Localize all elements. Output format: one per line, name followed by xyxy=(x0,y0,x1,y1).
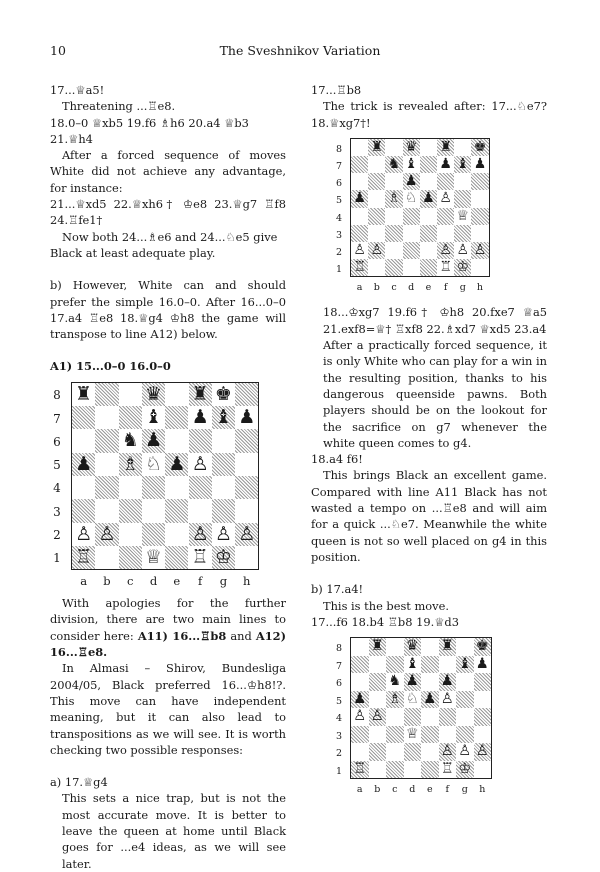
rank-label: 8 xyxy=(335,143,343,155)
text-paragraph: Threatening ...♖e8. xyxy=(62,99,176,114)
file-label: e xyxy=(173,574,181,589)
chess-piece: ♟ xyxy=(191,406,209,429)
chess-piece: ♘ xyxy=(404,190,418,207)
text-paragraph: 21...♕xd5 22.♕xh6† ♔e8 23.♕g7 ♖f8 24.♖fe1† xyxy=(50,197,286,228)
board-square xyxy=(421,761,439,779)
chess-piece: ♜ xyxy=(440,638,454,655)
file-label: g xyxy=(461,784,468,796)
board-square xyxy=(72,499,95,522)
chess-piece: ♕ xyxy=(456,207,470,224)
chess-piece: ♙ xyxy=(370,708,384,725)
board-square xyxy=(456,673,474,691)
chess-piece: ♟ xyxy=(353,690,367,707)
text-paragraph: 18.0–0 ♕xb5 19.f6 ♗h6 20.a4 ♕b3 21.♕h4 xyxy=(50,115,249,146)
board-square xyxy=(142,523,165,546)
rank-label: 3 xyxy=(53,504,61,519)
chess-piece: ♙ xyxy=(456,242,470,259)
chess-piece: ♞ xyxy=(121,429,139,452)
rank-label: 5 xyxy=(335,195,343,207)
board-square xyxy=(119,476,142,499)
chess-piece: ♔ xyxy=(458,760,472,777)
chess-piece: ♝ xyxy=(145,406,163,429)
board-square xyxy=(142,499,165,522)
board-square xyxy=(72,406,95,429)
chess-piece: ♙ xyxy=(458,743,472,760)
chess-piece: ♗ xyxy=(387,190,401,207)
board-square xyxy=(165,429,188,452)
board-square xyxy=(474,726,492,744)
file-label: c xyxy=(127,574,134,589)
rank-label: 7 xyxy=(335,160,343,172)
board-square xyxy=(454,225,471,242)
board-square xyxy=(142,476,165,499)
chess-piece: ♝ xyxy=(456,156,470,173)
rank-label: 6 xyxy=(335,178,343,190)
board-square xyxy=(369,691,387,709)
board-square xyxy=(385,242,402,259)
board-square xyxy=(212,499,235,522)
chess-piece: ♙ xyxy=(191,452,209,475)
board-square xyxy=(368,156,385,173)
board-square xyxy=(439,708,457,726)
chess-piece: ♖ xyxy=(353,259,366,276)
chess-piece: ♕ xyxy=(145,545,163,568)
board-square xyxy=(95,476,118,499)
file-label: b xyxy=(373,282,380,294)
board-square xyxy=(437,208,454,225)
board-square xyxy=(421,673,439,691)
rank-label: 3 xyxy=(335,730,343,742)
board-square xyxy=(437,225,454,242)
text-paragraph: This sets a nice trap, but is not the most accurate move. It is better to leave the queen at home until Black goes for ...e4 ideas, as we will see later. xyxy=(62,791,286,871)
board-square xyxy=(369,761,387,779)
rank-label: 7 xyxy=(53,411,61,426)
chess-piece: ♟ xyxy=(75,452,93,475)
text-paragraph: Now both 24...♗e6 and 24...♘e5 give Black at least adequate play. xyxy=(50,229,278,260)
board-square xyxy=(456,726,474,744)
chess-piece: ♗ xyxy=(388,690,402,707)
rank-label: 1 xyxy=(53,551,61,566)
rank-label: 2 xyxy=(335,246,343,258)
board-square xyxy=(95,406,118,429)
board-square xyxy=(119,383,142,406)
rank-label: 5 xyxy=(335,695,343,707)
chess-piece: ♙ xyxy=(475,743,489,760)
file-label: a xyxy=(80,574,88,589)
file-label: h xyxy=(479,784,486,796)
board-square xyxy=(420,156,437,173)
board-square xyxy=(421,726,439,744)
file-label: f xyxy=(445,784,450,796)
file-label: f xyxy=(443,282,448,294)
board-square xyxy=(72,476,95,499)
chess-piece: ♙ xyxy=(353,708,367,725)
chess-piece: ♟ xyxy=(439,156,452,173)
board-square xyxy=(385,139,402,156)
rank-label: 8 xyxy=(335,643,343,655)
board-square xyxy=(235,383,258,406)
board-square xyxy=(351,173,368,190)
board-square xyxy=(189,476,212,499)
board-square xyxy=(351,156,368,173)
board-square xyxy=(454,139,471,156)
board-square xyxy=(189,429,212,452)
page-number: 10 xyxy=(50,43,66,58)
board-square xyxy=(454,190,471,207)
board-square xyxy=(386,708,404,726)
board-square xyxy=(471,173,488,190)
board-square xyxy=(235,546,258,569)
rank-label: 6 xyxy=(53,434,61,449)
chess-piece: ♛ xyxy=(145,382,163,405)
board-square xyxy=(351,743,369,761)
text-paragraph: b) However, White can and should prefer the simple 16.0–0. After 16...0–0 17.a4 ♖e8 18.♕g4 ♔h8 the game will transpose to line A12) below. xyxy=(50,278,286,342)
file-label: a xyxy=(356,784,363,796)
file-label: d xyxy=(149,574,158,589)
board-square xyxy=(385,225,402,242)
chess-piece: ♙ xyxy=(353,242,366,259)
board-square xyxy=(368,259,385,276)
text-paragraph: 18...♔xg7 19.f6† ♔h8 20.fxe7 ♕a5 21.exf8=♕† ♖xf8 22.♗xd7 ♕xd5 23.a4 xyxy=(323,305,547,336)
board-square xyxy=(421,708,439,726)
page-header xyxy=(50,43,550,59)
board-square xyxy=(369,726,387,744)
chess-piece: ♖ xyxy=(75,545,93,568)
chess-piece: ♙ xyxy=(440,743,454,760)
board-square xyxy=(189,499,212,522)
board-square xyxy=(420,259,437,276)
chess-piece: ♟ xyxy=(475,655,489,672)
chess-piece: ♝ xyxy=(214,406,232,429)
board-square xyxy=(235,429,258,452)
file-label: c xyxy=(391,282,397,294)
board-square xyxy=(456,638,474,656)
text-paragraph: After a forced sequence of moves White did not achieve any advantage, for instance: xyxy=(50,148,286,195)
chess-piece: ♙ xyxy=(214,522,232,545)
file-label: c xyxy=(392,784,398,796)
board-square xyxy=(439,656,457,674)
chess-piece: ♖ xyxy=(440,760,454,777)
file-label: a xyxy=(356,282,363,294)
board-square xyxy=(456,708,474,726)
board-square xyxy=(95,453,118,476)
chess-piece: ♟ xyxy=(353,190,366,207)
file-label: h xyxy=(476,282,484,294)
chess-piece: ♟ xyxy=(473,156,487,173)
chess-piece: ♔ xyxy=(214,545,232,568)
board-square xyxy=(420,173,437,190)
board-square xyxy=(385,259,402,276)
file-label: b xyxy=(103,574,111,589)
chess-piece: ♟ xyxy=(405,673,419,690)
text-paragraph: a) 17.♕g4 xyxy=(50,775,108,790)
board-square xyxy=(119,499,142,522)
board-square xyxy=(386,761,404,779)
board-square xyxy=(474,673,492,691)
board-square xyxy=(420,139,437,156)
chess-piece: ♜ xyxy=(370,138,384,155)
board-square xyxy=(165,546,188,569)
chess-piece: ♔ xyxy=(456,259,470,276)
board-square xyxy=(404,761,422,779)
text-paragraph: In Almasi – Shirov, Bundesliga 2004/05, Black preferred 16...♔h8!?. This move can have independent meaning, but it can also lead to transpositions as we will see. It is worth checking two possible responses: xyxy=(50,661,286,757)
board-square xyxy=(369,673,387,691)
board-square xyxy=(404,708,422,726)
board-square xyxy=(351,225,368,242)
board-square xyxy=(385,208,402,225)
board-square xyxy=(471,259,488,276)
board-square xyxy=(420,208,437,225)
chess-piece: ♚ xyxy=(475,638,489,655)
chess-piece: ♝ xyxy=(458,655,472,672)
board-square xyxy=(351,139,368,156)
chess-piece: ♚ xyxy=(214,382,232,405)
board-square xyxy=(165,383,188,406)
board-square xyxy=(369,743,387,761)
board-square xyxy=(369,656,387,674)
board-square xyxy=(403,225,420,242)
chess-piece: ♙ xyxy=(98,522,116,545)
chess-piece: ♘ xyxy=(145,452,163,475)
board-square xyxy=(471,208,488,225)
chess-piece: ♞ xyxy=(387,156,401,173)
file-label: e xyxy=(425,282,432,294)
rank-label: 4 xyxy=(335,212,343,224)
board-square xyxy=(235,499,258,522)
board-square xyxy=(386,638,404,656)
chess-piece: ♜ xyxy=(191,382,209,405)
board-square xyxy=(119,523,142,546)
board-square xyxy=(351,726,369,744)
board-square xyxy=(439,726,457,744)
board-square xyxy=(404,743,422,761)
chess-piece: ♞ xyxy=(388,673,402,690)
text-paragraph: This is the best move. xyxy=(323,598,449,613)
chess-piece: ♕ xyxy=(405,725,419,742)
rank-label: 7 xyxy=(335,660,343,672)
chess-piece: ♜ xyxy=(370,638,384,655)
rank-label: 8 xyxy=(53,388,61,403)
board-square xyxy=(351,656,369,674)
board-square xyxy=(386,743,404,761)
board-square xyxy=(403,259,420,276)
board-square xyxy=(456,691,474,709)
board-square xyxy=(454,173,471,190)
board-square xyxy=(437,173,454,190)
board-square xyxy=(351,208,368,225)
text-paragraph: With apologies for the further division, there are two main lines to consider here: A11) 16...♖b8 and A12) 16...♖e8. xyxy=(50,596,286,660)
rank-label: 4 xyxy=(335,713,343,725)
chess-piece: ♜ xyxy=(439,138,452,155)
text-paragraph: The trick is revealed after: 17...♘e7? 18.♕xg7†! xyxy=(311,99,547,130)
chess-piece: ♝ xyxy=(405,655,419,672)
board-square xyxy=(165,499,188,522)
chess-piece: ♙ xyxy=(191,522,209,545)
rank-label: 5 xyxy=(53,458,61,473)
text-paragraph: 17...♕a5! xyxy=(50,83,105,97)
chess-piece: ♙ xyxy=(439,242,452,259)
board-square xyxy=(403,242,420,259)
chess-diagram xyxy=(335,139,491,295)
chess-piece: ♟ xyxy=(440,673,454,690)
chess-diagram xyxy=(335,638,493,796)
board-square xyxy=(474,691,492,709)
chess-piece: ♙ xyxy=(440,690,454,707)
board-square xyxy=(212,476,235,499)
board-square xyxy=(95,546,118,569)
rank-label: 2 xyxy=(335,748,343,760)
board-square xyxy=(386,726,404,744)
text-paragraph: After a practically forced sequence, it is only White who can play for a win in the resulting position, thanks to his dangerous queenside pawns. Both players should be on the lookout for the sacrifice on g7 whenever the white queen comes to g4. xyxy=(323,338,547,450)
chess-piece: ♖ xyxy=(353,760,367,777)
chess-piece: ♟ xyxy=(404,173,418,190)
chess-piece: ♙ xyxy=(439,190,452,207)
file-label: d xyxy=(409,784,416,796)
rank-label: 2 xyxy=(53,528,61,542)
chess-piece: ♙ xyxy=(75,522,93,545)
board-square xyxy=(95,383,118,406)
board-square xyxy=(386,656,404,674)
text-paragraph: A1) 15...0–0 16.0–0 xyxy=(50,359,171,374)
rank-label: 4 xyxy=(53,481,61,496)
board-square xyxy=(368,225,385,242)
board-square xyxy=(385,173,402,190)
text-paragraph: 17...f6 18.b4 ♖b8 19.♕d3 xyxy=(311,614,459,629)
chess-piece: ♙ xyxy=(238,522,256,545)
board-square xyxy=(421,638,439,656)
chess-piece: ♖ xyxy=(191,545,209,568)
board-square xyxy=(351,673,369,691)
chess-piece: ♛ xyxy=(405,638,419,655)
rank-label: 1 xyxy=(335,765,343,777)
board-square xyxy=(119,546,142,569)
right-column xyxy=(311,82,547,796)
file-label: e xyxy=(426,784,433,796)
running-title: The Sveshnikov Variation xyxy=(219,43,381,58)
chess-piece: ♗ xyxy=(121,452,139,475)
file-label: d xyxy=(408,282,415,294)
text-paragraph: b) 17.a4! xyxy=(311,582,364,597)
board-square xyxy=(421,656,439,674)
left-column xyxy=(50,82,286,872)
rank-label: 3 xyxy=(335,229,343,241)
board-square xyxy=(119,406,142,429)
chess-piece: ♚ xyxy=(473,138,487,155)
chess-piece: ♛ xyxy=(404,138,418,155)
board-square xyxy=(368,190,385,207)
text-paragraph: 18.a4 f6! xyxy=(311,452,363,467)
board-square xyxy=(95,429,118,452)
board-square xyxy=(420,225,437,242)
chess-piece: ♖ xyxy=(439,259,452,276)
board-square xyxy=(420,242,437,259)
file-label: h xyxy=(243,574,251,589)
board-square xyxy=(165,523,188,546)
board-square xyxy=(351,638,369,656)
chess-piece: ♟ xyxy=(168,452,186,475)
board-square xyxy=(368,208,385,225)
board-square xyxy=(474,761,492,779)
rank-label: 6 xyxy=(335,678,343,690)
board-square xyxy=(235,453,258,476)
file-label: g xyxy=(459,282,466,294)
chess-piece: ♘ xyxy=(405,690,419,707)
text-paragraph: 17...♖b8 xyxy=(311,83,362,97)
board-square xyxy=(471,225,488,242)
board-square xyxy=(368,173,385,190)
chess-piece: ♟ xyxy=(423,690,437,707)
text-paragraph: This brings Black an excellent game. Compared with line A11 Black has not wasted a tempo on ...♖e8 and will aim for a quick ...♘e7. Meanwhile the white queen is not so well placed on g4 in this position. xyxy=(311,468,547,564)
board-square xyxy=(95,499,118,522)
rank-label: 1 xyxy=(335,264,343,276)
chess-piece: ♜ xyxy=(75,382,93,405)
chess-piece: ♟ xyxy=(422,190,435,207)
chess-piece: ♝ xyxy=(404,156,418,173)
chess-piece: ♟ xyxy=(145,429,163,452)
board-square xyxy=(72,429,95,452)
board-square xyxy=(165,476,188,499)
chess-piece: ♟ xyxy=(238,406,256,429)
board-square xyxy=(403,208,420,225)
file-label: f xyxy=(198,574,203,589)
board-square xyxy=(212,429,235,452)
file-label: b xyxy=(374,784,381,796)
board-square xyxy=(421,743,439,761)
board-square xyxy=(474,708,492,726)
board-square xyxy=(165,406,188,429)
chess-piece: ♙ xyxy=(473,242,487,259)
board-square xyxy=(235,476,258,499)
board-square xyxy=(212,453,235,476)
chess-piece: ♙ xyxy=(370,242,384,259)
board-square xyxy=(471,190,488,207)
file-label: g xyxy=(219,574,228,589)
chess-diagram xyxy=(50,383,260,587)
